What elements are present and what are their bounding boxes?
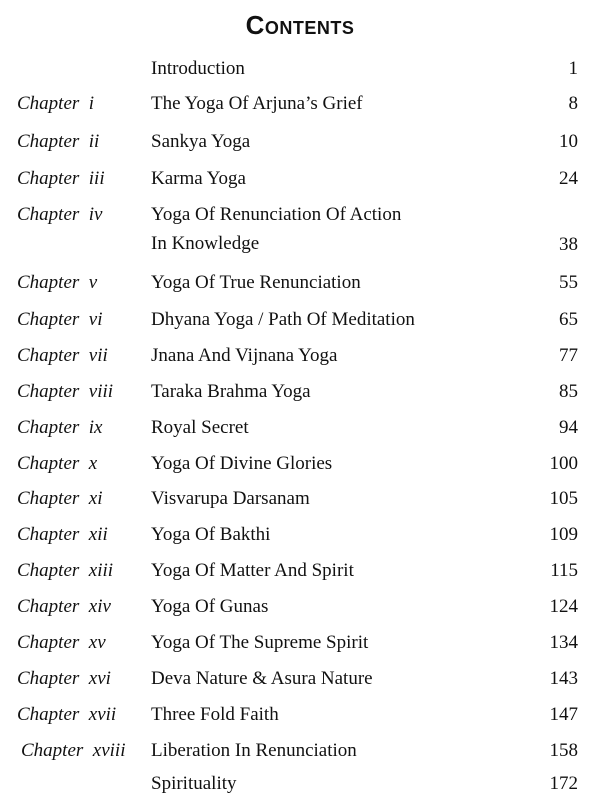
page-number: 158 — [549, 740, 578, 761]
page-number: 147 — [549, 704, 578, 725]
chapter-number: Chapter i — [17, 93, 95, 114]
chapter-number: Chapter ii — [17, 131, 100, 152]
page-number: 124 — [549, 596, 578, 617]
page-number: 134 — [549, 632, 578, 653]
chapter-title: Introduction — [151, 58, 245, 79]
chapter-title: Yoga Of Divine Glories — [151, 453, 333, 474]
page-number: 115 — [550, 560, 578, 581]
chapter-title: Spirituality — [151, 773, 237, 794]
chapter-title: Yoga Of True Renunciation — [151, 272, 361, 293]
page-number: 24 — [559, 168, 578, 189]
page-number: 94 — [559, 417, 578, 438]
chapter-title: The Yoga Of Arjuna’s Grief — [151, 93, 363, 114]
chapter-title: Jnana And Vijnana Yoga — [151, 345, 338, 366]
chapter-title: Deva Nature & Asura Nature — [151, 668, 373, 689]
chapter-title: Yoga Of The Supreme Spirit — [151, 632, 369, 653]
page-number: 172 — [549, 773, 578, 794]
chapter-number: Chapter iii — [17, 168, 105, 189]
chapter-number: Chapter viii — [17, 381, 114, 402]
chapter-number: Chapter vi — [17, 309, 103, 330]
chapter-title: Sankya Yoga — [151, 131, 251, 152]
chapter-title: Yoga Of Bakthi — [151, 524, 271, 545]
page-number: 10 — [559, 131, 578, 152]
chapter-title: Royal Secret — [151, 417, 249, 438]
chapter-number: Chapter xvi — [17, 668, 111, 689]
page-number: 109 — [549, 524, 578, 545]
page-number: 65 — [559, 309, 578, 330]
chapter-number: Chapter xi — [17, 488, 103, 509]
chapter-number: Chapter v — [17, 272, 98, 293]
chapter-title: Yoga Of Matter And Spirit — [151, 560, 354, 581]
chapter-title: Taraka Brahma Yoga — [151, 381, 311, 402]
chapter-title: Three Fold Faith — [151, 704, 279, 725]
chapter-title: Yoga Of Gunas — [151, 596, 269, 617]
chapter-title — [151, 201, 531, 258]
page-number: 8 — [568, 93, 578, 114]
chapter-title: Dhyana Yoga / Path Of Meditation — [151, 309, 415, 330]
chapter-title: Karma Yoga — [151, 168, 246, 189]
page-number: 77 — [559, 345, 578, 366]
chapter-number: Chapter xiii — [17, 560, 114, 581]
chapter-title: Liberation In Renunciation — [151, 740, 357, 761]
chapter-title-line-2: In Knowledge — [151, 233, 260, 254]
chapter-title: Visvarupa Darsanam — [151, 488, 310, 509]
chapter-number: Chapter xii — [17, 524, 108, 545]
page-number: 100 — [549, 453, 578, 474]
chapter-number: Chapter vii — [17, 345, 108, 366]
chapter-number: Chapter xvii — [17, 704, 117, 725]
page-number: 55 — [559, 272, 578, 293]
page-title: Contents — [245, 10, 355, 40]
page-number: 1 — [568, 58, 578, 79]
chapter-number: Chapter xiv — [17, 596, 111, 617]
page-number: 143 — [549, 668, 578, 689]
chapter-title-line-1: Yoga Of Renunciation Of Action — [151, 204, 402, 225]
chapter-number: Chapter xv — [17, 632, 106, 653]
page-number: 85 — [559, 381, 578, 402]
chapter-number: Chapter ix — [17, 417, 103, 438]
chapter-number: Chapter x — [17, 453, 98, 474]
chapter-number: Chapter xviii — [21, 740, 126, 761]
chapter-number: Chapter iv — [17, 204, 103, 225]
page-number: 105 — [549, 488, 578, 509]
page-number: 38 — [559, 234, 578, 255]
